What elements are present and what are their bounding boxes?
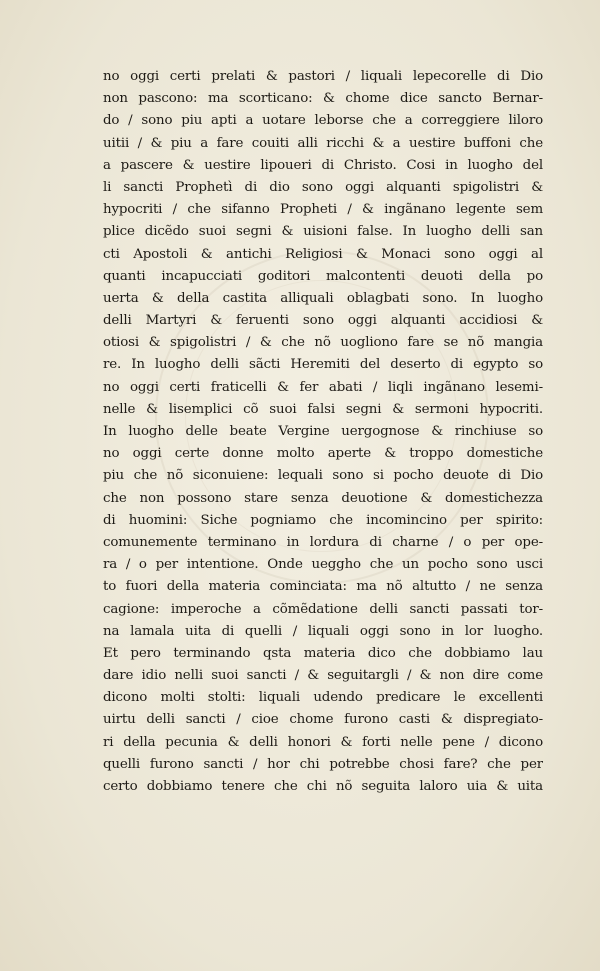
- text-line: dicono molti stolti: liquali udendo predicare le excellenti: [103, 690, 543, 706]
- text-line: delli Martyri & feruenti sono oggi alquanti accidiosi &: [103, 313, 543, 329]
- text-line: cagione: imperoche a cõmẽdatione delli sancti passati tor-: [103, 601, 543, 617]
- text-line: do / sono piu apti a uotare leborse che a correggiere liloro: [103, 113, 543, 129]
- text-line: Et pero terminando qsta materia dico che dobbiamo lau: [103, 645, 543, 661]
- text-line: di huomini: Siche pogniamo che incomincino per spirito:: [103, 512, 543, 528]
- text-block: [103, 66, 543, 798]
- text-line: In luogho delle beate Vergine uergognose & rinchiuse so: [103, 424, 543, 439]
- text-line: to fuori della materia cominciata: ma nõ altutto / ne senza: [103, 579, 543, 595]
- text-line: no oggi certi prelati & pastori / liquali lepecorelle di Dio: [103, 69, 543, 84]
- text-line: dare idio nelli suoi sancti / & seguitargli / & non dire come: [103, 668, 543, 684]
- text-line: quelli furono sancti / hor chi potrebbe chosi fare? che per: [103, 756, 543, 772]
- text-line: uerta & della castita alliquali oblagbati sono. In luogho: [103, 290, 543, 306]
- text-line: ra / o per intentione. Onde ueggho che un pocho sono usci: [103, 557, 543, 573]
- text-line: comunemente terminano in lordura di charne / o per ope-: [103, 534, 543, 550]
- text-line: na lamala uita di quelli / liquali oggi sono in lor luogho.: [103, 623, 543, 639]
- text-line: hypocriti / che sifanno Propheti / & ingãnano legente sem: [103, 202, 543, 218]
- text-line: plice dicẽdo suoi segni & uisioni false. In luogho delli san: [103, 224, 543, 240]
- text-line: ri della pecunia & delli honori & forti nelle pene / dicono: [103, 734, 543, 750]
- text-line: nelle & lisemplici cõ suoi falsi segni & sermoni hypocriti.: [103, 401, 543, 417]
- text-line: re. In luogho delli sãcti Heremiti del deserto di egypto so: [103, 357, 543, 373]
- text-line: a pascere & uestire lipoueri di Christo. Cosi in luogho del: [103, 157, 543, 173]
- text-line: non pascono: ma scorticano: & chome dice sancto Bernar-: [103, 91, 543, 107]
- text-line: quanti incapucciati goditori malcontenti deuoti della po: [103, 268, 543, 284]
- text-line: uirtu delli sancti / cioe chome furono casti & dispregiato-: [103, 712, 543, 728]
- text-line: piu che nõ siconuiene: lequali sono si pocho deuote di Dio: [103, 468, 543, 484]
- text-line: che non possono stare senza deuotione & domestichezza: [103, 490, 543, 506]
- text-line: otiosi & spigolistri / & che nõ uogliono fare se nõ mangia: [103, 335, 543, 351]
- text-line: certo dobbiamo tenere che chi nõ seguita laloro uia & uita: [103, 779, 543, 794]
- text-line: cti Apostoli & antichi Religiosi & Monaci sono oggi al: [103, 246, 543, 262]
- text-line: no oggi certe donne molto aperte & troppo domestiche: [103, 446, 543, 462]
- text-line: no oggi certi fraticelli & fer abati / liqli ingãnano lesemi-: [103, 379, 543, 395]
- text-line: uitii / & piu a fare couiti alli ricchi & a uestire buffoni che: [103, 135, 543, 151]
- text-line: li sancti Prophetì di dio sono oggi alquanti spigolistri &: [103, 179, 543, 195]
